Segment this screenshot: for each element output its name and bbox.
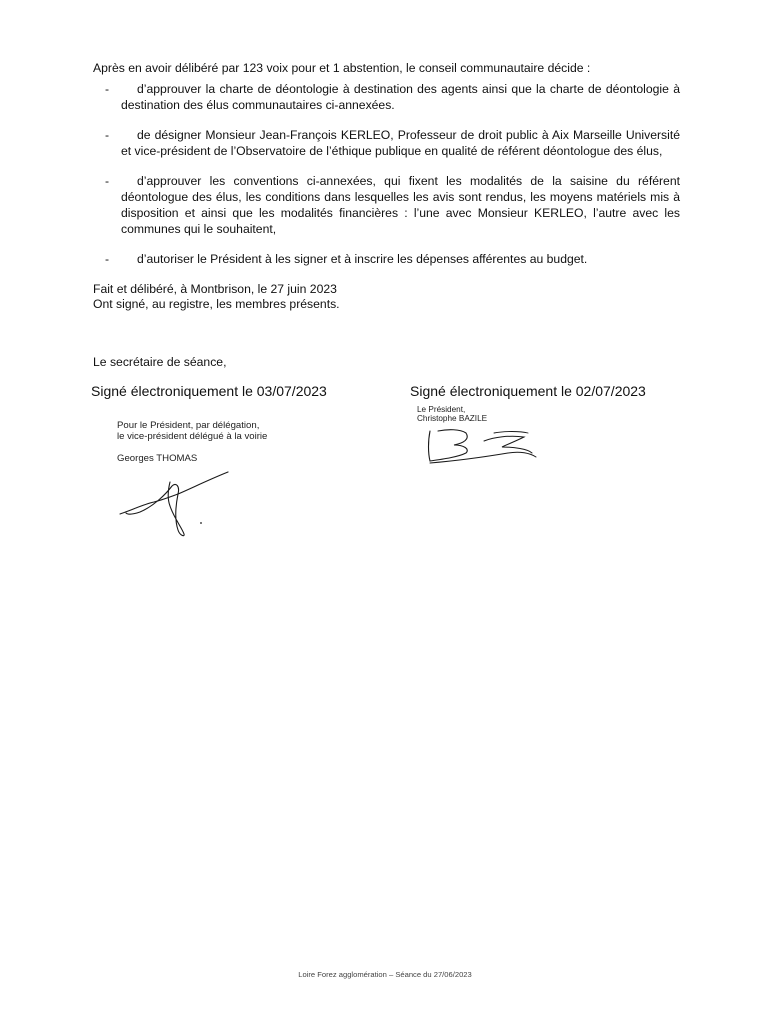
bullet-dash: -: [105, 82, 110, 96]
decision-item: [93, 81, 680, 113]
bullet-dash: -: [105, 128, 110, 142]
bullet-dash: -: [105, 174, 110, 188]
president-block: [417, 405, 487, 423]
decision-text: d’autoriser le Président à les signer et à inscrire les dépenses afférentes au budget.: [137, 252, 588, 266]
signatory-name-left: Georges THOMAS: [117, 453, 198, 464]
esign-label-left: Signé électroniquement le 03/07/2023: [91, 383, 327, 399]
signed-register-line: Ont signé, au registre, les membres présents.: [93, 297, 340, 311]
handwritten-signature-left: [118, 466, 233, 538]
delegation-block: [117, 420, 267, 464]
decision-text: d’approuver les conventions ci-annexées, qui fixent les modalités de la saisine du référent déontologue des élus, les conditions dans lesquelles les avis sont rendus, les moyens matériels mis à disposition et ainsi que les modalités financières : l’une avec Monsieur KERLEO, l’autre avec les communes qui le souhaitent,: [121, 174, 680, 236]
closing-block: [93, 282, 340, 312]
decision-item: [93, 127, 680, 159]
delegation-line-2: le vice-président délégué à la voirie: [117, 431, 268, 442]
decision-text: d’approuver la charte de déontologie à destination des agents ainsi que la charte de déontologie à destination des élus communautaires ci-annexées.: [121, 82, 680, 112]
decision-item: [93, 251, 680, 267]
page-footer: Loire Forez agglomération – Séance du 27/06/2023: [298, 970, 472, 979]
delegation-line-1: Pour le Président, par délégation,: [117, 420, 260, 431]
president-title: Le Président,: [417, 405, 466, 414]
decision-text: de désigner Monsieur Jean-François KERLEO, Professeur de droit public à Aix Marseille Université et vice-président de l’Observatoire de l’éthique publique en qualité de référent déontologue des élus,: [121, 128, 680, 158]
signatory-name-right: Christophe BAZILE: [417, 414, 488, 423]
decision-item: [93, 173, 680, 237]
done-at-line: Fait et délibéré, à Montbrison, le 27 juin 2023: [93, 282, 337, 296]
deliberation-intro: Après en avoir délibéré par 123 voix pour et 1 abstention, le conseil communautaire décide :: [93, 61, 591, 75]
esign-label-right: Signé électroniquement le 02/07/2023: [410, 383, 646, 399]
bullet-dash: -: [105, 252, 110, 266]
decision-list: [93, 81, 680, 281]
secretary-label: Le secrétaire de séance,: [93, 355, 227, 369]
handwritten-signature-right: [424, 423, 544, 469]
